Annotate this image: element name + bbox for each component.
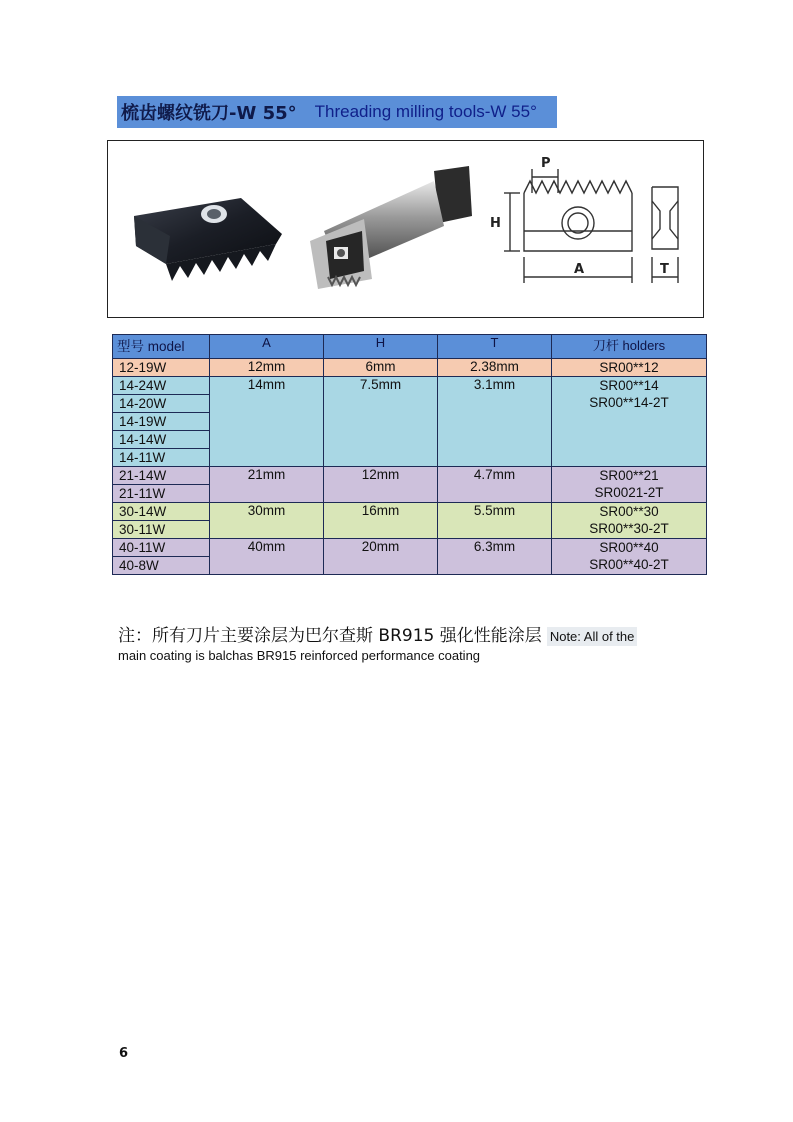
model-cell: 14-24W [113, 377, 210, 395]
table-row [113, 539, 707, 557]
note-chinese: 注：所有刀片主要涂层为巴尔查斯 BR915 强化性能涂层 [118, 626, 542, 646]
holder-photo [304, 161, 476, 301]
a-cell: 30mm [210, 503, 324, 539]
model-cell: 14-19W [113, 413, 210, 431]
model-cell: 40-8W [113, 557, 210, 575]
header-h: H [324, 335, 438, 359]
dim-label-h: H [490, 216, 501, 231]
holder-value: SR00**40-2T [589, 557, 669, 572]
table-header-row [113, 335, 707, 359]
model-cell: 21-14W [113, 467, 210, 485]
holder-value: SR00**14 [599, 378, 659, 393]
a-cell: 21mm [210, 467, 324, 503]
holders-cell [552, 539, 707, 575]
t-cell: 6.3mm [438, 539, 552, 575]
title-english: Threading milling tools-W 55° [314, 102, 537, 121]
dim-label-t: T [660, 262, 669, 277]
model-cell: 14-11W [113, 449, 210, 467]
spec-table [112, 334, 707, 575]
product-figure [107, 140, 704, 318]
note-english-part2: main coating is balchas BR915 reinforced performance coating [118, 648, 481, 663]
title-chinese: 梳齿螺纹铣刀-W 55° [121, 103, 297, 124]
header-t: T [438, 335, 552, 359]
coating-note [118, 621, 688, 663]
t-cell: 2.38mm [438, 359, 552, 377]
holder-value: SR00**40 [599, 540, 659, 555]
h-cell: 12mm [324, 467, 438, 503]
holder-value: SR00**14-2T [589, 395, 669, 410]
h-cell: 20mm [324, 539, 438, 575]
holder-value: SR00**30-2T [589, 521, 669, 536]
table-row [113, 467, 707, 485]
a-cell: 14mm [210, 377, 324, 467]
holder-value: SR00**12 [599, 360, 659, 375]
h-cell: 7.5mm [324, 377, 438, 467]
holders-cell [552, 467, 707, 503]
technical-drawing [486, 153, 696, 298]
header-model: 型号 model [113, 335, 210, 359]
t-cell: 4.7mm [438, 467, 552, 503]
model-cell: 21-11W [113, 485, 210, 503]
header-holders: 刀杆 holders [552, 335, 707, 359]
header-a: A [210, 335, 324, 359]
model-cell: 14-14W [113, 431, 210, 449]
t-cell: 5.5mm [438, 503, 552, 539]
holders-cell [552, 377, 707, 467]
model-cell: 14-20W [113, 395, 210, 413]
model-cell: 40-11W [113, 539, 210, 557]
holder-value: SR0021-2T [594, 485, 664, 500]
table-row [113, 359, 707, 377]
holder-value: SR00**30 [599, 504, 659, 519]
model-cell: 30-14W [113, 503, 210, 521]
h-cell: 16mm [324, 503, 438, 539]
page-title [117, 96, 557, 128]
a-cell: 12mm [210, 359, 324, 377]
model-cell: 30-11W [113, 521, 210, 539]
page-number: 6 [119, 1046, 129, 1061]
model-cell: 12-19W [113, 359, 210, 377]
holder-value: SR00**21 [599, 468, 659, 483]
dim-label-a: A [574, 262, 585, 277]
table-row [113, 503, 707, 521]
h-cell: 6mm [324, 359, 438, 377]
holders-cell [552, 359, 707, 377]
insert-photo [126, 186, 286, 286]
table-row [113, 377, 707, 395]
dim-label-p: P [541, 156, 551, 171]
note-english-part1: Note: All of the [547, 627, 638, 646]
a-cell: 40mm [210, 539, 324, 575]
t-cell: 3.1mm [438, 377, 552, 467]
holders-cell [552, 503, 707, 539]
